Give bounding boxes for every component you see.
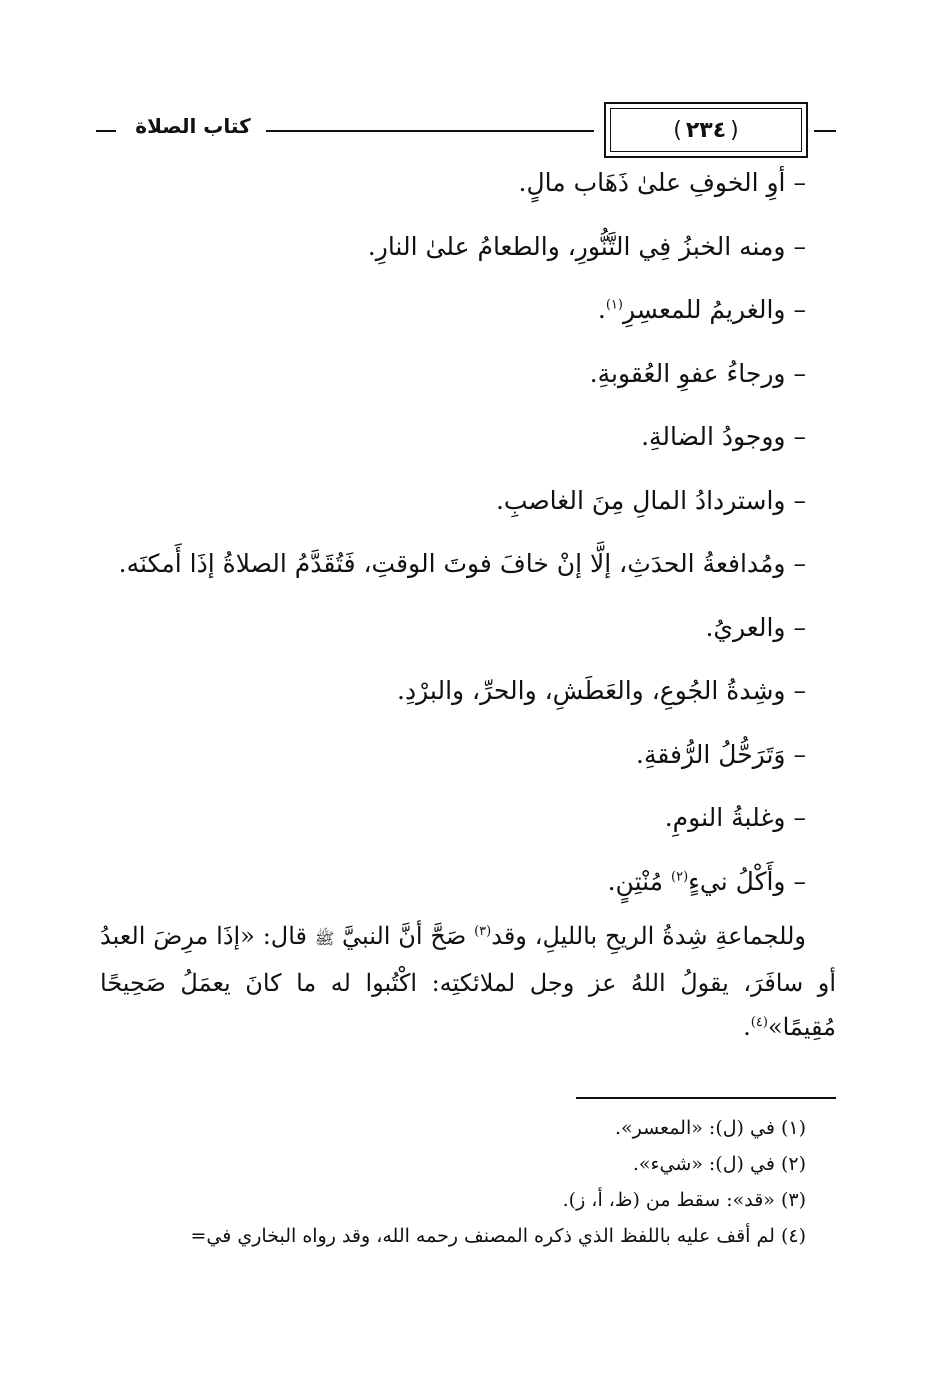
list-item: –والغريمُ للمعسِرِ$^{(١)}$. [597, 295, 806, 324]
body-paragraph: وللجماعةِ شِدةُ الريحِ بالليلِ، وقد$^{(٣)}$ صَحَّ أنَّ النبيَّ ﷺ قال: «إذَا مرِضَ العبدُ أو سافَرَ، يقولُ اللهُ عز وجل لملائكتِه: اكْتُبوا له ما كانَ يعمَلُ صَحِيحًا مُقِيمًا»$^{(٤)}$. [100, 922, 836, 1041]
footnote: (٤) لم أقف عليه باللفظ الذي ذكره المصنف رحمه الله، وقد رواه البخاري في= [190, 1225, 806, 1247]
footnote: (٢) في (ل): «شيء». [632, 1153, 806, 1175]
honorific-glyph: ﷺ [314, 929, 335, 948]
header-rule-right [814, 130, 836, 132]
page-number-value: ٢٣٤ [685, 117, 727, 143]
header-rule-left [96, 130, 116, 132]
list-item: –واستردادُ المالِ مِنَ الغاصبِ. [495, 485, 806, 515]
list-item: –وغلبةُ النومِ. [664, 803, 806, 832]
list-item: –ومُدافعةُ الحدَثِ، إلَّا إنْ خافَ فوتَ الوقتِ، فَتُقَدَّمُ الصلاةُ إذَا أَمكنَه. [118, 549, 806, 578]
footnote-ref: (٢) [671, 869, 689, 885]
footnote-separator [576, 1097, 836, 1099]
book-title: كتاب الصلاة [135, 114, 251, 138]
list-item: –ورجاءُ عفوِ العُقوبةِ. [589, 358, 806, 388]
page-number: ( ٢٣٤ ) [673, 117, 739, 143]
list-item: –وشِدةُ الجُوعِ، والعَطَشِ، والحرِّ، والبرْدِ. [397, 676, 806, 705]
excuses-list [106, 158, 806, 920]
list-item: –ومنه الخبزُ فِي التَّنُّورِ، والطعامُ علىٰ النارِ. [367, 231, 806, 261]
list-item: –ووجودُ الضالةِ. [641, 422, 806, 451]
list-item: –والعريُ. [705, 612, 806, 642]
footnote: (٣) «قد»: سقط من (ظ، أ، ز). [562, 1189, 806, 1211]
footnotes [106, 1110, 806, 1254]
running-header [96, 92, 836, 154]
header-rule-middle [266, 130, 594, 132]
list-item: –وأَكْلُ نيءٍ$^{(٢)}$ مُنْتِنٍ. [607, 866, 806, 896]
page-number-frame [604, 102, 808, 158]
footnote-ref: (١) [605, 297, 623, 313]
list-item: –وَتَرَحُّلُ الرُّفقةِ. [636, 739, 806, 769]
footnote-ref: (٣) [474, 924, 492, 939]
footnote-ref: (٤) [750, 1015, 768, 1030]
list-item: –أوِ الخوفِ علىٰ ذَهَاب مالٍ. [518, 168, 806, 197]
footnote: (١) في (ل): «المعسر». [614, 1117, 806, 1139]
